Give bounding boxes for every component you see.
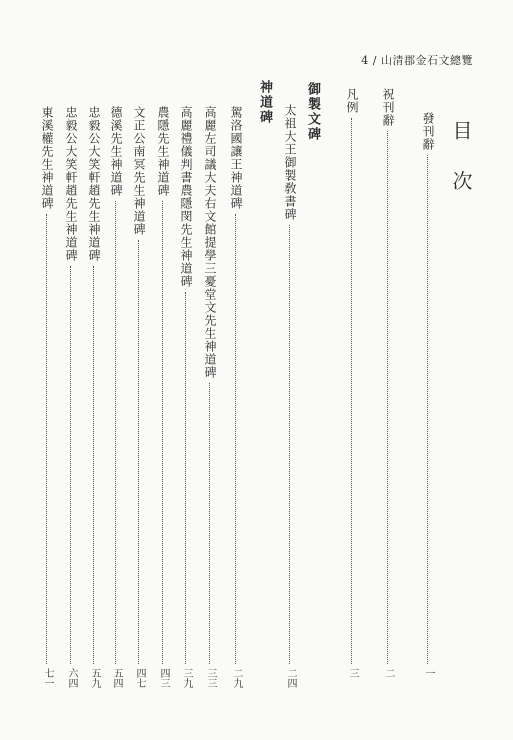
- dot-leader: [289, 225, 290, 664]
- dot-leader: [387, 131, 388, 664]
- toc-section-heading: [254, 0, 274, 740]
- toc-entry-label: 農隱先生神道碑: [156, 106, 170, 197]
- dot-leader: [235, 214, 236, 664]
- dot-leader: [46, 214, 47, 664]
- toc-entry-label: 發刊辭: [421, 112, 435, 151]
- toc-entry-label: 高麗禮儀判書農隱閔先生神道碑: [179, 106, 193, 288]
- toc-entry-label: 東溪權先生神道碑: [40, 106, 54, 210]
- toc-entry: [280, 0, 300, 740]
- dot-leader: [93, 266, 94, 664]
- toc-entry: [378, 0, 398, 740]
- dot-leader: [427, 155, 428, 664]
- toc-entry: [176, 0, 196, 740]
- toc-entry-page-number: 一: [423, 668, 434, 678]
- toc-entry: [226, 0, 246, 740]
- dot-leader: [351, 118, 352, 664]
- toc-entry: [84, 0, 104, 740]
- toc-entry-label: 文正公南冥先生神道碑: [132, 106, 146, 236]
- toc-entry-page-number: 六四: [66, 668, 77, 688]
- toc-entry: [153, 0, 173, 740]
- toc-entry: [61, 0, 81, 740]
- toc-entry-label: 凡例: [345, 88, 359, 114]
- toc-entry: [200, 0, 220, 740]
- toc-title: 目 次: [449, 120, 473, 203]
- dot-leader: [185, 292, 186, 664]
- toc-entry-label: 太祖大王御製敎書碑: [283, 104, 297, 221]
- toc-entry: [342, 0, 362, 740]
- section-heading-text: 神道碑: [257, 80, 272, 125]
- toc-entry-label: 忠毅公大笑軒趙先生神道碑: [87, 106, 101, 262]
- section-heading-text: 御製文碑: [305, 82, 320, 142]
- dot-leader: [70, 266, 71, 664]
- toc-entry-label: 祝刊辭: [381, 88, 395, 127]
- toc-entry-label: 德溪先生神道碑: [109, 106, 123, 197]
- dot-leader: [209, 383, 210, 664]
- toc-entry-label: 忠毅公大笑軒趙先生神道碑: [64, 106, 78, 262]
- toc-entry-page-number: 二: [383, 668, 394, 678]
- toc-entry-page-number: 三九: [181, 668, 192, 688]
- toc-entry-page-number: 二九: [231, 668, 242, 688]
- toc-entry-page-number: 五九: [89, 668, 100, 688]
- toc-section-heading: [302, 0, 322, 740]
- toc-entry-label: 駕洛國讓王神道碑: [229, 106, 243, 210]
- dot-leader: [162, 201, 163, 664]
- toc-entry-page-number: 四七: [134, 668, 145, 688]
- toc-entry-page-number: 七一: [42, 668, 53, 688]
- dot-leader: [115, 201, 116, 664]
- dot-leader: [138, 240, 139, 664]
- toc-entry-page-number: 五四: [111, 668, 122, 688]
- toc-entry: [37, 0, 57, 740]
- toc-entry-page-number: 三: [347, 668, 358, 678]
- toc-entry-label: 高麗左司議大夫右文館提學三憂堂文先生神道碑: [203, 106, 217, 379]
- toc-entry: [129, 0, 149, 740]
- toc-entry-page-number: 二四: [285, 668, 296, 688]
- toc-entry-page-number: 三三: [205, 668, 216, 688]
- toc-entry: [106, 0, 126, 740]
- running-header: 4 / 山清郡金石文總覽: [361, 54, 473, 67]
- toc-entry: [418, 0, 438, 740]
- toc-entry-page-number: 四三: [158, 668, 169, 688]
